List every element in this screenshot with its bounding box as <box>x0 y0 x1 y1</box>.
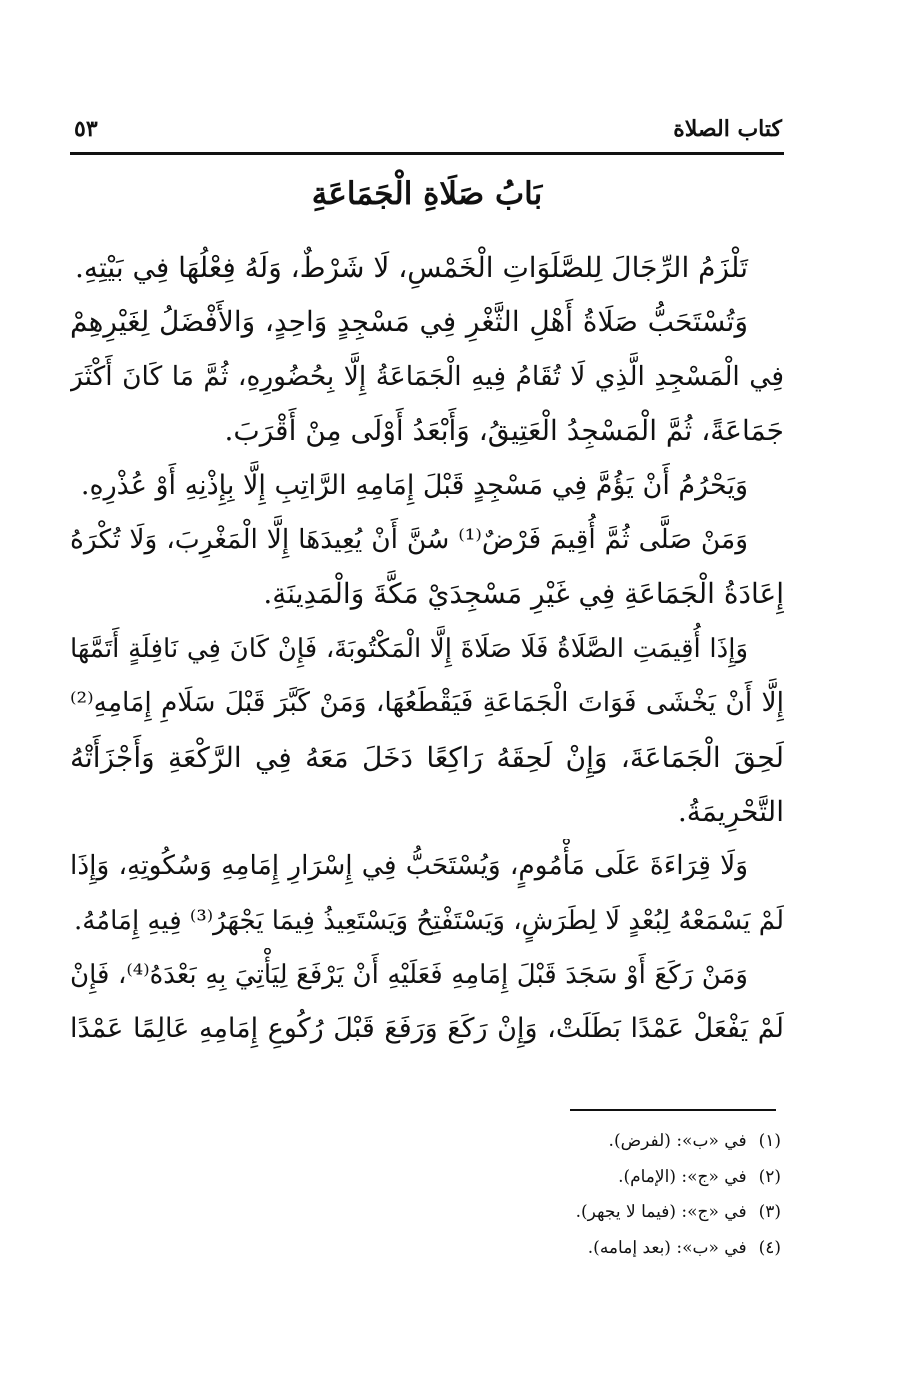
text-line: لَحِقَ الْجَمَاعَةَ، وَإِنْ لَحِقَهُ رَاكِعًا دَخَلَ مَعَهُ فِي الرَّكْعَةِ وَأَجْزَأَتْهُ <box>70 740 784 774</box>
text-line: إِلَّا أَنْ يَخْشَى فَوَاتَ الْجَمَاعَةِ فَيَقْطَعُهَا، وَمَنْ كَبَّرَ قَبْلَ سَلَامِ إِمَامِهِ⁽²⁾ <box>70 687 784 719</box>
text-line: جَمَاعَةً، ثُمَّ الْمَسْجِدُ الْعَتِيقُ، وَأَبْعَدُ أَوْلَى مِنْ أَقْرَبَ. <box>224 414 784 448</box>
text-line: لَمْ يَفْعَلْ عَمْدًا بَطَلَتْ، وَإِنْ رَكَعَ وَرَفَعَ قَبْلَ رُكُوعِ إِمَامِهِ عَالِمًا عَمْدًا <box>70 1013 784 1045</box>
text-line: فِي الْمَسْجِدِ الَّذِي لَا تُقَامُ فِيهِ الْجَمَاعَةُ إِلَّا بِحُضُورِهِ، ثُمَّ مَا كَانَ أَكْثَرَ <box>70 360 784 392</box>
footnote <box>181 1160 781 1196</box>
footnote-number: (٤) <box>758 1237 781 1258</box>
text-line: وَمَنْ صَلَّى ثُمَّ أُقِيمَ فَرْضٌ⁽¹⁾ سُنَّ أَنْ يُعِيدَهَا إِلَّا الْمَغْرِبَ، وَلَا تُكْرَهُ <box>70 523 748 555</box>
footnote-number: (٣) <box>758 1202 781 1222</box>
header-rule <box>70 152 784 155</box>
footnote-text: في «ب»: (لفرض). <box>608 1131 747 1151</box>
body-text <box>70 241 784 1057</box>
footnote <box>181 1195 781 1231</box>
footnotes <box>181 1124 781 1266</box>
running-header <box>70 112 782 152</box>
text-line: وَيَحْرُمُ أَنْ يَؤُمَّ فِي مَسْجِدٍ قَبْلَ إِمَامِهِ الرَّاتِبِ إِلَّا بِإِذْنِهِ أَوْ عُذْرِهِ. <box>80 469 748 501</box>
text-line: لَمْ يَسْمَعْهُ لِبُعْدٍ لَا لِطَرَشٍ، وَيَسْتَفْتِحُ وَيَسْتَعِيذُ فِيمَا يَجْهَرُ⁽³⁾ فِيهِ إِمَامُهُ. <box>73 905 784 936</box>
footnote-number: (٢) <box>758 1166 781 1187</box>
text-line: إِعَادَةُ الْجَمَاعَةِ فِي غَيْرِ مَسْجِدَيْ مَكَّةَ وَالْمَدِينَةِ. <box>263 577 784 611</box>
footnote-text: في «ج»: (الإمام). <box>618 1166 747 1187</box>
text-line: التَّحْرِيمَةُ. <box>677 794 784 828</box>
page-number: ٥٣ <box>74 116 98 142</box>
text-line: وَلَا قِرَاءَةَ عَلَى مَأْمُومٍ، وَيُسْتَحَبُّ فِي إِسْرَارِ إِمَامِهِ وَسُكُوتِهِ، وَإِذَا <box>70 850 748 882</box>
header-title: كتاب الصلاة <box>673 116 782 142</box>
footnote-number: (١) <box>758 1131 781 1151</box>
text-line: وَمَنْ رَكَعَ أَوْ سَجَدَ قَبْلَ إِمَامِهِ فَعَلَيْهِ أَنْ يَرْفَعَ لِيَأْتِيَ بِهِ بَعْدَهُ⁽⁴⁾، فَإِنْ <box>70 960 748 991</box>
footnote <box>181 1124 781 1160</box>
footnote-text: في «ب»: (بعد إمامه). <box>587 1237 747 1258</box>
footnote-separator <box>570 1109 776 1111</box>
text-line: وَتُسْتَحَبُّ صَلَاةُ أَهْلِ الثَّغْرِ فِي مَسْجِدٍ وَاحِدٍ، وَالأَفْضَلُ لِغَيْرِهِمْ <box>70 305 748 339</box>
footnote-text: في «ج»: (فيما لا يجهر). <box>575 1202 747 1222</box>
chapter-title: بَابُ صَلَاةِ الْجَمَاعَةِ <box>311 176 543 212</box>
footnote <box>181 1231 781 1267</box>
text-line: وَإِذَا أُقِيمَتِ الصَّلَاةُ فَلَا صَلَاةَ إِلَّا الْمَكْتُوبَةَ، فَإِنْ كَانَ فِي نَافِلَةٍ أَتَمَّهَا <box>70 633 748 664</box>
text-line: تَلْزَمُ الرِّجَالَ لِلصَّلَوَاتِ الْخَمْسِ، لَا شَرْطٌ، وَلَهُ فِعْلُهَا فِي بَيْتِهِ. <box>75 251 748 284</box>
